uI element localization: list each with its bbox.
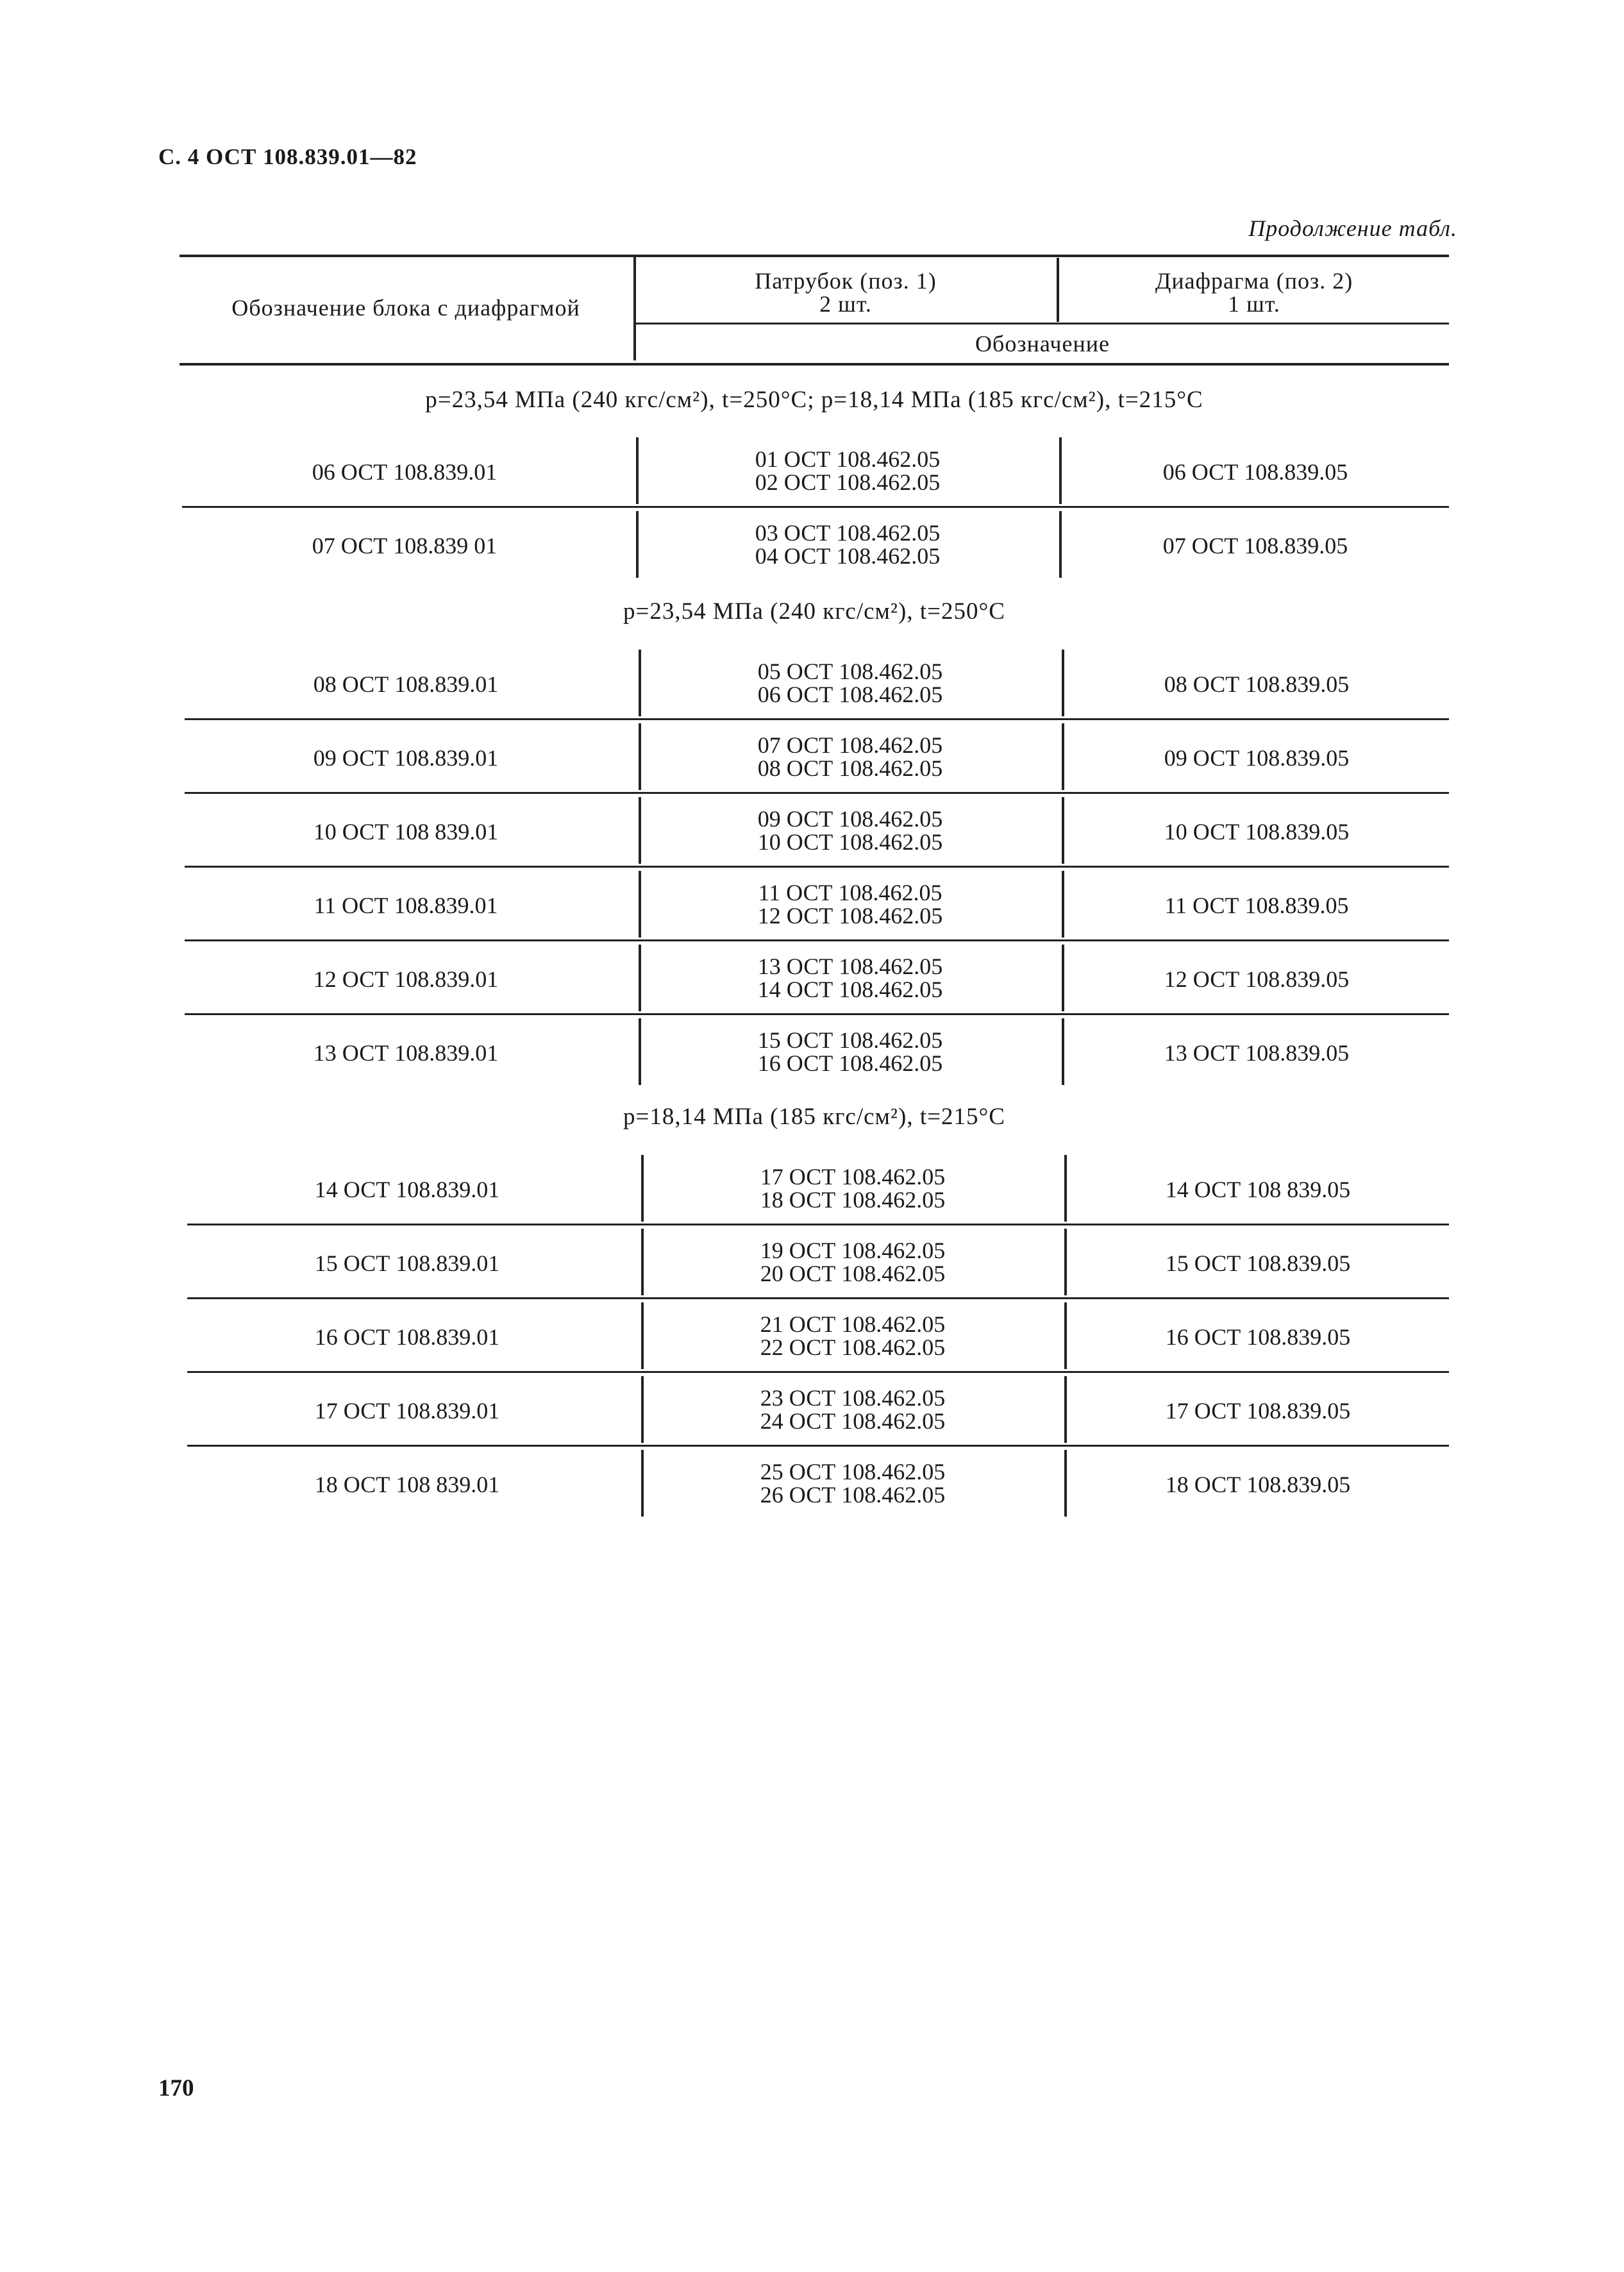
pipe-designation-1: 19 ОСТ 108.462.05 <box>760 1238 946 1263</box>
pipe-designation-1: 17 ОСТ 108.462.05 <box>760 1164 946 1190</box>
pipe-designation-2: 22 ОСТ 108.462.05 <box>760 1334 946 1360</box>
diaphragm-designation: 13 ОСТ 108.839.05 <box>1164 1040 1350 1066</box>
block-designation: 13 ОСТ 108.839.01 <box>313 1040 499 1066</box>
col-header-diaphragm-2: 1 шт. <box>1228 291 1280 317</box>
pipe-designation-2: 04 ОСТ 108.462.05 <box>755 543 941 569</box>
pipe-designation-1: 25 ОСТ 108.462.05 <box>760 1459 946 1485</box>
row-separator <box>185 792 1449 794</box>
block-designation: 18 ОСТ 108 839.01 <box>314 1472 500 1497</box>
diaphragm-designation: 12 ОСТ 108.839.05 <box>1164 966 1350 992</box>
diaphragm-designation: 09 ОСТ 108.839.05 <box>1164 745 1350 771</box>
continuation-label: Продолжение табл. <box>1248 215 1457 241</box>
diaphragm-designation: 06 ОСТ 108.839.05 <box>1162 459 1348 485</box>
condition-line: p=23,54 МПа (240 кгс/см²), t=250°С; p=18,14 МПа (185 кгс/см²), t=215°С <box>425 387 1203 413</box>
block-designation: 07 ОСТ 108.839 01 <box>312 533 498 559</box>
pipe-designation-1: 07 ОСТ 108.462.05 <box>757 732 943 758</box>
block-designation: 09 ОСТ 108.839.01 <box>313 745 499 771</box>
row-separator <box>185 1013 1449 1015</box>
pipe-designation-1: 03 ОСТ 108.462.05 <box>755 520 941 546</box>
diaphragm-designation: 07 ОСТ 108.839.05 <box>1162 533 1348 559</box>
row-separator <box>187 1224 1449 1225</box>
col-header-diaphragm-1: Диафрагма (поз. 2) <box>1155 268 1353 294</box>
header-mid-rule <box>635 323 1449 324</box>
pipe-designation-2: 18 ОСТ 108.462.05 <box>760 1187 946 1213</box>
diaphragm-designation: 15 ОСТ 108.839.05 <box>1165 1250 1351 1276</box>
block-designation: 15 ОСТ 108.839.01 <box>314 1250 500 1276</box>
block-designation: 12 ОСТ 108.839.01 <box>313 966 499 992</box>
pipe-designation-2: 20 ОСТ 108.462.05 <box>760 1261 946 1286</box>
row-separator <box>185 718 1449 720</box>
diaphragm-designation: 14 ОСТ 108 839.05 <box>1165 1177 1351 1202</box>
block-designation: 17 ОСТ 108.839.01 <box>314 1398 500 1424</box>
page-header: С. 4 ОСТ 108.839.01—82 <box>158 144 417 169</box>
pipe-designation-1: 11 ОСТ 108.462.05 <box>758 880 942 905</box>
pipe-designation-1: 15 ОСТ 108.462.05 <box>757 1027 943 1053</box>
pipe-designation-2: 26 ОСТ 108.462.05 <box>760 1482 946 1508</box>
header-top-rule <box>180 255 1449 257</box>
row-separator <box>185 939 1449 941</box>
pipe-designation-1: 09 ОСТ 108.462.05 <box>757 806 943 832</box>
block-designation: 06 ОСТ 108.839.01 <box>312 459 498 485</box>
block-designation: 14 ОСТ 108.839.01 <box>314 1177 500 1202</box>
pipe-designation-2: 10 ОСТ 108.462.05 <box>757 829 943 855</box>
col-header-pipe-2: 2 шт. <box>819 291 872 317</box>
diaphragm-designation: 17 ОСТ 108.839.05 <box>1165 1398 1351 1424</box>
row-separator <box>187 1371 1449 1373</box>
row-separator <box>187 1445 1449 1447</box>
row-separator <box>185 866 1449 868</box>
block-designation: 10 ОСТ 108 839.01 <box>313 819 499 845</box>
pipe-designation-1: 01 ОСТ 108.462.05 <box>755 446 941 472</box>
header-bottom-rule <box>180 363 1449 366</box>
pipe-designation-2: 06 ОСТ 108.462.05 <box>757 682 943 707</box>
diaphragm-designation: 10 ОСТ 108.839.05 <box>1164 819 1350 845</box>
col-header-block: Обозначение блока с диафрагмой <box>231 295 580 321</box>
pipe-designation-2: 24 ОСТ 108.462.05 <box>760 1408 946 1434</box>
col-header-pipe-1: Патрубок (поз. 1) <box>755 268 937 294</box>
pipe-designation-1: 13 ОСТ 108.462.05 <box>757 954 943 979</box>
condition-line: p=23,54 МПа (240 кгс/см²), t=250°С <box>623 598 1005 625</box>
block-designation: 08 ОСТ 108.839.01 <box>313 671 499 697</box>
pipe-designation-2: 08 ОСТ 108.462.05 <box>757 755 943 781</box>
block-designation: 16 ОСТ 108.839.01 <box>314 1324 500 1350</box>
pipe-designation-1: 23 ОСТ 108.462.05 <box>760 1385 946 1411</box>
pipe-designation-2: 16 ОСТ 108.462.05 <box>757 1050 943 1076</box>
row-separator <box>187 1297 1449 1299</box>
pipe-designation-1: 05 ОСТ 108.462.05 <box>757 659 943 684</box>
condition-line: p=18,14 МПа (185 кгс/см²), t=215°С <box>623 1104 1005 1130</box>
pipe-designation-1: 21 ОСТ 108.462.05 <box>760 1311 946 1337</box>
pipe-designation-2: 12 ОСТ 108.462.05 <box>757 903 943 929</box>
diaphragm-designation: 16 ОСТ 108.839.05 <box>1165 1324 1351 1350</box>
page-number: 170 <box>158 2075 194 2101</box>
block-designation: 11 ОСТ 108.839.01 <box>314 893 498 918</box>
diaphragm-designation: 11 ОСТ 108.839.05 <box>1164 893 1349 918</box>
row-separator <box>182 506 1449 508</box>
diaphragm-designation: 18 ОСТ 108.839.05 <box>1165 1472 1351 1497</box>
pipe-designation-2: 14 ОСТ 108.462.05 <box>757 977 943 1002</box>
pipe-designation-2: 02 ОСТ 108.462.05 <box>755 469 941 495</box>
diaphragm-designation: 08 ОСТ 108.839.05 <box>1164 671 1350 697</box>
col-header-designation: Обозначение <box>975 331 1110 357</box>
